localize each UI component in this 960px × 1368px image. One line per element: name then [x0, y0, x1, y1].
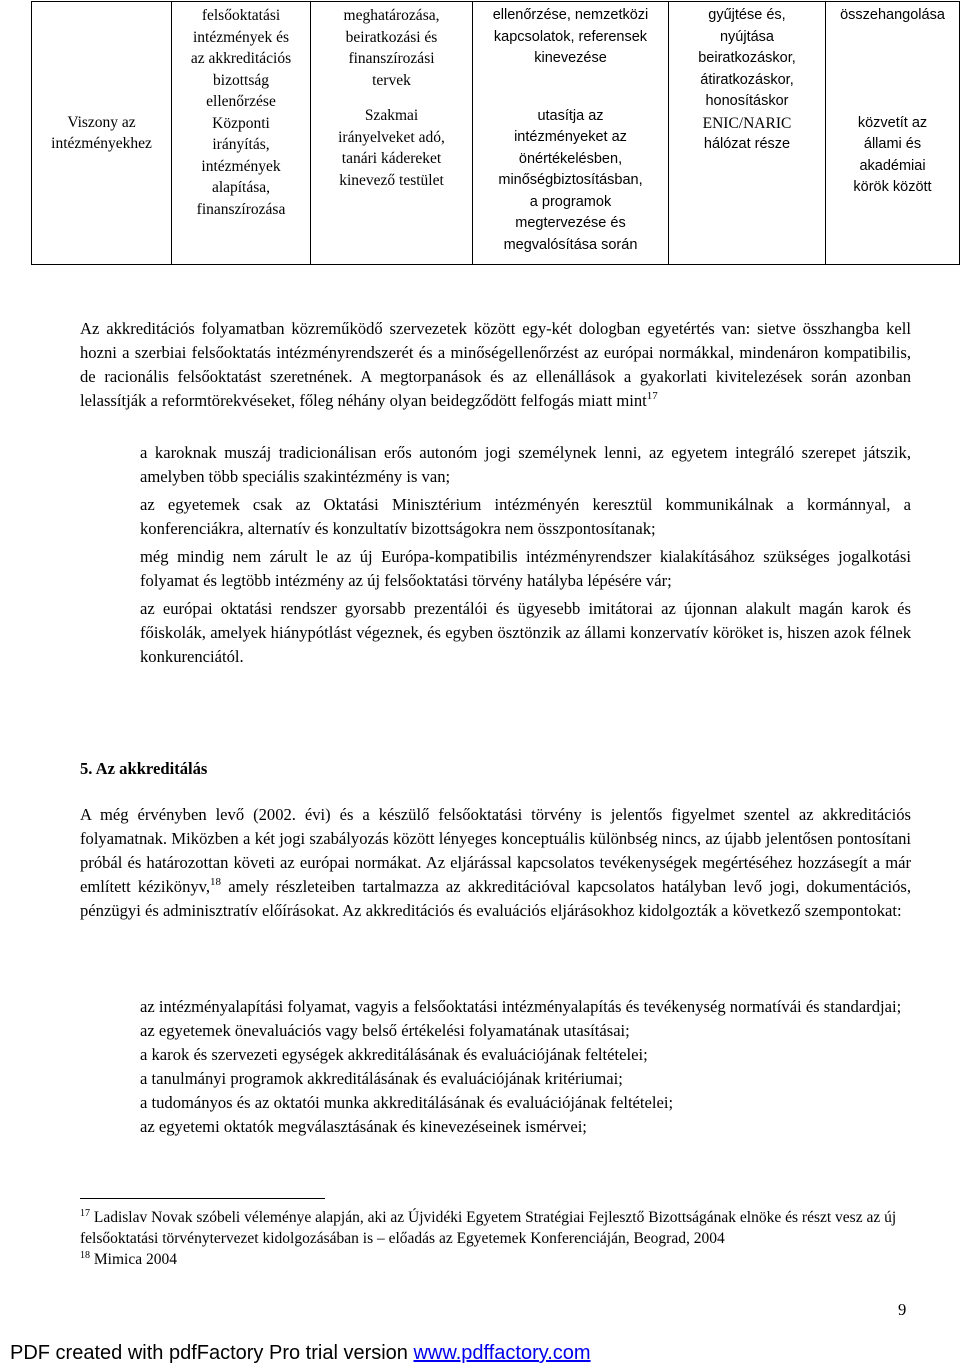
cell-line: honosításkor: [705, 93, 789, 109]
table-cell-col3: [473, 2, 669, 265]
list-item: [80, 545, 911, 593]
cell-line: Központi: [212, 114, 270, 132]
list-item: [80, 597, 911, 669]
list-item: [80, 1091, 911, 1115]
paragraph-accreditation: [80, 803, 911, 923]
page-number: 9: [898, 1300, 907, 1319]
footnote-number: 17: [80, 1208, 90, 1219]
cell-line: akadémiai: [859, 157, 926, 174]
cell-line: intézmények és: [193, 28, 289, 46]
paragraph-text: Az akkreditációs folyamatban közreműködő szervezetek között egy-két dologban egyetértés van: sietve összhangba kell hozni a szerbiai felsőoktatás intézményrendszerét és a minőségellenőrzést az európai normákkal, mindenáron kompatibilis, de racionális felsőoktatást szeretnének. A megtorpanások és az ellenállások a gyakorlati kivitelezések során azonban lelassítják a reformtörekvéseket, főleg néhány olyan beidegződött felfogás miatt mint: [80, 319, 911, 410]
cell-line: Szakmai: [364, 107, 419, 124]
table-cell-col2: [311, 2, 473, 265]
pdf-trial-banner: [10, 1342, 591, 1365]
cell-line: finanszírozási: [348, 50, 435, 67]
footnote-text: Ladislav Novak szóbeli véleménye alapján, aki az Újvidéki Egyetem Stratégiai Fejlesztő Bizottságának elnöke és részt vesz az új felsőoktatási törvénytervezet kidolgozásában is – előadás az Egyetemek Konferenciáján, Beograd, 2004: [80, 1209, 897, 1247]
paragraph-text: amely részleteiben tartalmazza az akkreditációval kapcsolatos hatályban levő jogi, dokumentációs, pénzügyi és adminisztratív előírásokat. Az akkreditációs és evaluációs eljárásokhoz kidolgozták a következő szempontokat:: [80, 877, 911, 920]
cell-line: gyűjtése és,: [708, 7, 786, 23]
table-cell-col5: [826, 2, 960, 265]
list-item: [80, 1043, 911, 1067]
list-item-text: az intézményalapítási folyamat, vagyis a felsőoktatási intézményalapítás és tevékenység normatívái és standardjai;: [140, 997, 902, 1016]
cell-line: hálózat része: [703, 136, 791, 152]
cell-line: kapcsolatok, referensek: [493, 28, 648, 45]
cell-line: ellenőrzése: [206, 93, 276, 110]
cell-line: önértékelésben,: [518, 150, 623, 167]
cell-line: körök között: [853, 179, 932, 195]
footnotes: [80, 1207, 900, 1270]
cell-line: az akkreditációs: [190, 50, 292, 67]
cell-line: minőségbiztosításban,: [498, 172, 643, 188]
footnote-text: Mimica 2004: [90, 1251, 177, 1268]
cell-line: irányelveket adó,: [338, 128, 445, 146]
cell-line: meghatározása,: [343, 7, 440, 24]
cell-line: tervek: [372, 71, 411, 89]
footnote: [80, 1207, 900, 1249]
row-label-cell: [32, 2, 172, 265]
cell-line: megtervezése és: [515, 215, 626, 231]
list-item: [80, 493, 911, 541]
list-item: [80, 1115, 911, 1139]
table-cell-col1: [172, 2, 311, 265]
cell-line: finanszírozása: [196, 200, 286, 218]
list-item-text: a karok és szervezeti egységek akkreditálásának és evaluációjának feltételei;: [140, 1045, 648, 1064]
bullet-list-criteria: [80, 995, 911, 1139]
footnote-separator: [80, 1198, 325, 1199]
table-cell-col4: [669, 2, 826, 265]
paragraph-intro: [80, 317, 911, 413]
list-item-text: az egyetemek önevaluációs vagy belső értékelési folyamatának utasításai;: [140, 1021, 630, 1040]
footnote-ref: 18: [210, 876, 222, 888]
pdffactory-link[interactable]: www.pdffactory.com: [413, 1342, 591, 1364]
cell-line: állami és: [863, 136, 922, 152]
list-item-text: még mindig nem zárult le az új Európa-kompatibilis intézményrendszer kialakításához szükséges jogalkotási folyamat és legtöbb intézmény az új felsőoktatási törvény hatályba lépésére vár;: [140, 547, 911, 590]
cell-line: irányítás,: [212, 136, 270, 153]
row-label-line: Viszony az: [67, 113, 136, 131]
list-item-text: a tanulmányi programok akkreditálásának és evaluációjának kritériumai;: [140, 1069, 623, 1088]
cell-line: alapítása,: [211, 179, 271, 196]
cell-line: ellenőrzése, nemzetközi: [492, 7, 649, 23]
list-item-text: a karoknak muszáj tradicionálisan erős autonóm jogi személynek lenni, az egyetem integráló szerepet játszik, amelyben több speciális szakintézmény is van;: [140, 443, 911, 486]
cell-line: intézményeket az: [514, 129, 627, 145]
list-item: [80, 1067, 911, 1091]
cell-line: intézmények: [201, 157, 281, 175]
section-heading: 5. Az akkreditálás: [80, 759, 208, 778]
banner-text: PDF created with pdfFactory Pro trial version: [10, 1342, 414, 1364]
cell-line: a programok: [529, 193, 612, 210]
cell-line: megvalósítása során: [503, 236, 638, 253]
cell-line: beiratkozáskor,: [698, 50, 796, 66]
cell-line: kinevező testület: [339, 171, 444, 189]
cell-line: átiratkozáskor,: [700, 71, 794, 88]
cell-line: kinevezése: [534, 50, 607, 66]
footnote-ref: 17: [646, 390, 658, 402]
table-row: [32, 2, 960, 265]
footnote: [80, 1249, 900, 1270]
bullet-list-obstacles: [80, 441, 911, 669]
paragraph-text: A még érvényben levő (2002. évi) és a készülő felsőoktatási törvény is jelentős figyelmet szentel az akkreditációs folyamatnak. Miközben a két jogi szabályozás között lényeges konceptuális különbség nincs, az újabb jelentősen pontosítani próbál és határozottan követi az európai normákat. Az eljárással kapcsolatos tevékenységek megértéséhez hozzásegít a már említett kézikönyv,: [80, 805, 911, 896]
list-item: [80, 995, 911, 1019]
cell-line: közvetít az: [857, 114, 928, 131]
list-item-text: az egyetemi oktatók megválasztásának és kinevezéseinek ismérvei;: [140, 1117, 587, 1136]
cell-line: nyújtása: [719, 28, 774, 45]
cell-line: beiratkozási és: [345, 28, 438, 46]
row-label-line: intézményekhez: [51, 135, 152, 152]
footnote-number: 18: [80, 1250, 90, 1261]
cell-line: tanári kádereket: [341, 150, 442, 167]
list-item-text: az európai oktatási rendszer gyorsabb prezentálói és ügyesebb imitátorai az újonnan alakult magán karok és főiskolák, amelyek hiánypótlást végeznek, és egyben ösztönzik az állami konzervatív köröket is, hiszen azok félnek konkurenciától.: [140, 599, 911, 666]
comparison-table: [31, 1, 960, 265]
cell-line: utasítja az: [537, 107, 604, 124]
list-item: [80, 1019, 911, 1043]
cell-line: ENIC/NARIC: [702, 114, 792, 132]
cell-line: összehangolása: [840, 7, 945, 23]
list-item: [80, 441, 911, 489]
cell-line: bizottság: [213, 71, 269, 89]
cell-line: felsőoktatási: [201, 7, 281, 24]
list-item-text: az egyetemek csak az Oktatási Minisztérium intézményén keresztül kommunikálnak a kormánnyal, a konferenciákra, alternatív és konzultatív bizottságokra nem összpontosítanak;: [140, 495, 911, 538]
list-item-text: a tudományos és az oktatói munka akkreditálásának és evaluációjának feltételei;: [140, 1093, 674, 1112]
